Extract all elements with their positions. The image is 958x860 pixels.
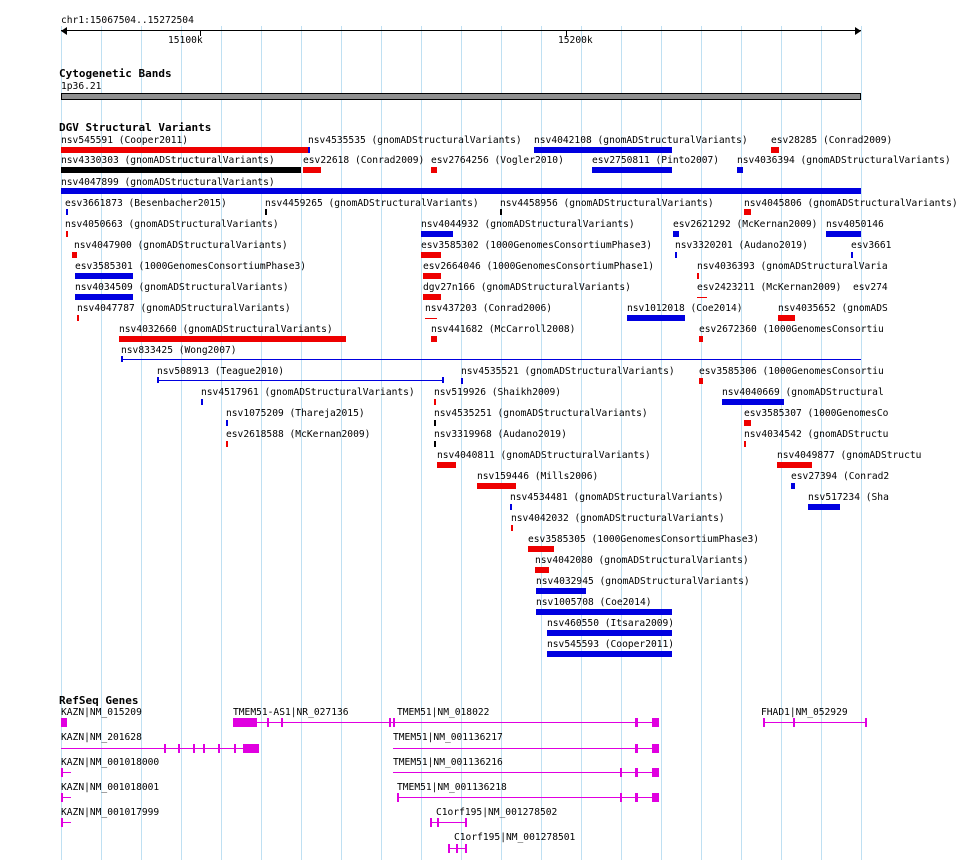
variant-label[interactable]: nsv4050146 [826, 219, 884, 230]
gene-exon[interactable] [267, 718, 269, 727]
variant-label[interactable]: esv3661873 (Besenbacher2015) [65, 198, 227, 209]
variant-label[interactable]: esv2672360 (1000GenomesConsortiu [699, 324, 884, 335]
grid-line [861, 26, 862, 860]
gene-intron-line[interactable] [61, 748, 259, 749]
gene-exon[interactable] [635, 768, 638, 777]
gene-intron-line[interactable] [61, 822, 71, 823]
variant-bar-gain[interactable] [66, 209, 68, 215]
gene-exon[interactable] [652, 768, 659, 777]
variant-bar-loss[interactable] [421, 252, 441, 258]
variant-bar-gain[interactable] [226, 420, 228, 426]
gene-exon[interactable] [456, 844, 458, 853]
variant-bar-loss[interactable] [511, 525, 513, 531]
variant-label[interactable]: nsv4034509 (gnomADStructuralVariants) [75, 282, 289, 293]
gene-exon[interactable] [389, 718, 391, 727]
variant-label[interactable]: nsv4036394 (gnomADStructuralVariants) [737, 155, 951, 166]
variant-bar-loss[interactable] [434, 399, 436, 405]
variant-label[interactable]: nsv1075209 (Thareja2015) [226, 408, 365, 419]
variant-label[interactable]: nsv4459265 (gnomADStructuralVariants) [265, 198, 479, 209]
gene-exon[interactable] [635, 744, 638, 753]
variant-label[interactable]: nsv4032660 (gnomADStructuralVariants) [119, 324, 333, 335]
variant-bar-loss[interactable] [61, 147, 308, 153]
variant-label[interactable]: nsv4036393 (gnomADStructuralVaria [697, 261, 888, 272]
variant-label[interactable]: nsv4034542 (gnomADStructu [744, 429, 889, 440]
variant-bar-complex[interactable] [61, 167, 301, 173]
variant-label[interactable]: esv3585307 (1000GenomesCo [744, 408, 889, 419]
variant-label[interactable]: esv27394 (Conrad2 [791, 471, 890, 482]
variant-label[interactable]: nsv1005708 (Coe2014) [536, 597, 652, 608]
gene-exon[interactable] [448, 844, 450, 853]
variant-label[interactable]: nsv4458956 (gnomADStructuralVariants) [500, 198, 714, 209]
variant-bar-gain[interactable] [808, 504, 840, 510]
gene-intron-line[interactable] [393, 748, 659, 749]
variant-label[interactable]: nsv833425 (Wong2007) [121, 345, 237, 356]
variant-label[interactable]: nsv460550 (Itsara2009) [547, 618, 675, 629]
gene-label[interactable]: TMEM51|NM_001136216 [393, 757, 503, 768]
variant-bar-loss[interactable] [778, 315, 795, 321]
variant-bar-loss[interactable] [77, 315, 79, 321]
variant-bar-gain[interactable] [673, 231, 679, 237]
variant-label[interactable]: nsv4047900 (gnomADStructuralVariants) [74, 240, 288, 251]
gene-exon[interactable] [465, 844, 467, 853]
variant-bar-gain[interactable] [851, 252, 853, 258]
variant-bar-gain[interactable] [547, 630, 672, 636]
grid-line [821, 26, 822, 860]
variant-bar-loss[interactable] [699, 378, 703, 384]
variant-label[interactable]: nsv519926 (Shaikh2009) [434, 387, 562, 398]
gene-exon[interactable] [763, 718, 765, 727]
variant-bar-loss[interactable] [437, 462, 456, 468]
variant-label[interactable]: esv22618 (Conrad2009) [303, 155, 425, 166]
variant-bar-gain[interactable] [536, 588, 586, 594]
gene-label[interactable]: TMEM51-AS1|NR_027136 [233, 707, 349, 718]
variant-bar-gain[interactable] [510, 504, 512, 510]
variant-bar-complex[interactable] [434, 441, 436, 447]
variant-bar-gain[interactable] [826, 231, 861, 237]
variant-label[interactable]: nsv4049877 (gnomADStructu [777, 450, 922, 461]
variant-label[interactable]: nsv508913 (Teague2010) [157, 366, 285, 377]
variant-bar-loss[interactable] [744, 441, 746, 447]
gene-exon[interactable] [652, 718, 659, 727]
gene-exon[interactable] [218, 744, 220, 753]
variant-label[interactable]: nsv3319968 (Audano2019) [434, 429, 567, 440]
ruler-position-label: chr1:15067504..15272504 [61, 15, 194, 26]
variant-bar-gain[interactable] [627, 315, 685, 321]
refseq-track-title: RefSeq Genes [59, 694, 139, 707]
variant-label[interactable]: esv3585306 (1000GenomesConsortiu [699, 366, 884, 377]
variant-label[interactable]: nsv4032945 (gnomADStructuralVariants) [536, 576, 750, 587]
variant-bar-gain[interactable] [592, 167, 672, 173]
variant-bar-gain[interactable] [536, 609, 672, 615]
variant-label[interactable]: nsv159446 (Mills2006) [477, 471, 599, 482]
variant-bar-loss[interactable] [744, 209, 751, 215]
variant-label[interactable]: nsv545591 (Cooper2011) [61, 135, 189, 146]
variant-bar-gain[interactable] [547, 651, 672, 657]
dgv-track-title: DGV Structural Variants [59, 121, 212, 134]
variant-bar-gain[interactable] [722, 399, 784, 405]
gene-intron-line[interactable] [430, 822, 467, 823]
variant-bar-loss[interactable] [697, 297, 707, 298]
variant-bar-loss[interactable] [431, 167, 437, 173]
variant-label[interactable]: nsv4040669 (gnomADStructural [722, 387, 884, 398]
gene-label[interactable]: FHAD1|NM_052929 [761, 707, 848, 718]
variant-bar-loss[interactable] [771, 147, 779, 153]
gene-exon[interactable] [635, 793, 638, 802]
gene-exon[interactable] [393, 718, 395, 727]
variant-label[interactable]: nsv4044932 (gnomADStructuralVariants) [421, 219, 635, 230]
gene-label[interactable]: KAZN|NM_001017999 [61, 807, 160, 818]
gene-exon[interactable] [193, 744, 195, 753]
gene-intron-line[interactable] [393, 722, 659, 723]
variant-label[interactable]: esv2664046 (1000GenomesConsortiumPhase1) [423, 261, 655, 272]
variant-label[interactable]: nsv437203 (Conrad2006) [425, 303, 553, 314]
variant-bar-loss[interactable] [72, 252, 77, 258]
variant-label[interactable]: nsv4047899 (gnomADStructuralVariants) [61, 177, 275, 188]
variant-label[interactable]: dgv27n166 (gnomADStructuralVariants) [423, 282, 631, 293]
variant-bar-loss[interactable] [226, 441, 228, 447]
variant-bar-loss[interactable] [477, 483, 516, 489]
gene-intron-line[interactable] [61, 797, 71, 798]
variant-bar-loss[interactable] [699, 336, 703, 342]
gene-exon[interactable] [652, 793, 659, 802]
gene-exon[interactable] [203, 744, 205, 753]
cytoband-track-title: Cytogenetic Bands [59, 67, 172, 80]
variant-label[interactable]: nsv4047787 (gnomADStructuralVariants) [77, 303, 291, 314]
gene-label[interactable]: TMEM51|NM_001136217 [393, 732, 503, 743]
variant-label[interactable]: nsv4045806 (gnomADStructuralVariants) [744, 198, 958, 209]
grid-line [741, 26, 742, 860]
variant-bar-loss[interactable] [425, 318, 437, 319]
gene-exon[interactable] [620, 768, 622, 777]
variant-bar-gain[interactable] [75, 294, 133, 300]
gene-exon[interactable] [620, 793, 622, 802]
gene-label[interactable]: C1orf195|NM_001278501 [454, 832, 576, 843]
variant-label[interactable]: nsv4535251 (gnomADStructuralVariants) [434, 408, 648, 419]
gene-exon[interactable] [793, 718, 795, 727]
gene-exon[interactable] [652, 744, 659, 753]
gene-label[interactable]: KAZN|NM_201628 [61, 732, 142, 743]
variant-bar-loss[interactable] [119, 336, 346, 342]
variant-bar-loss[interactable] [423, 294, 441, 300]
variant-end-tick [442, 377, 444, 383]
variant-bar-gain[interactable] [201, 399, 203, 405]
gene-label[interactable]: TMEM51|NM_001136218 [397, 782, 507, 793]
variant-bar-gain[interactable] [461, 378, 463, 384]
variant-label[interactable]: esv3661 [851, 240, 892, 251]
variant-bar-loss[interactable] [431, 336, 437, 342]
variant-label[interactable]: nsv4050663 (gnomADStructuralVariants) [65, 219, 279, 230]
variant-label[interactable]: esv2621292 (McKernan2009) [673, 219, 818, 230]
gene-exon[interactable] [164, 744, 166, 753]
variant-label[interactable]: nsv517234 (Sha [808, 492, 889, 503]
variant-bar-gain[interactable] [737, 167, 743, 173]
variant-label[interactable]: esv2423211 (McKernan2009) [697, 282, 842, 293]
variant-label[interactable]: esv274 [853, 282, 888, 293]
gene-intron-line[interactable] [763, 722, 867, 723]
variant-bar-complex[interactable] [265, 209, 267, 215]
cytoband-bar[interactable] [61, 93, 861, 100]
grid-line [701, 26, 702, 860]
gene-label[interactable]: KAZN|NM_001018001 [61, 782, 160, 793]
variant-label[interactable]: nsv4535521 (gnomADStructuralVariants) [461, 366, 675, 377]
gene-exon[interactable] [430, 818, 432, 827]
variant-bar-complex[interactable] [500, 209, 502, 215]
gene-exon[interactable] [465, 818, 467, 827]
grid-line [381, 26, 382, 860]
variant-bar-gain[interactable] [421, 231, 453, 237]
variant-bar-loss[interactable] [697, 273, 699, 279]
scroll-left-arrow-icon[interactable] [61, 27, 67, 35]
variant-label[interactable]: nsv545593 (Cooper2011) [547, 639, 675, 650]
variant-label[interactable]: nsv4534481 (gnomADStructuralVariants) [510, 492, 724, 503]
variant-bar-gain[interactable] [308, 147, 310, 153]
variant-label[interactable]: esv3585305 (1000GenomesConsortiumPhase3) [528, 534, 760, 545]
gene-exon[interactable] [281, 718, 283, 727]
variant-bar-loss[interactable] [66, 231, 68, 237]
variant-bar-gain[interactable] [157, 380, 444, 381]
variant-label[interactable]: nsv3320201 (Audano2019) [675, 240, 808, 251]
variant-end-tick [121, 356, 123, 362]
cytoband-label: 1p36.21 [61, 81, 102, 92]
variant-label[interactable]: nsv4035652 (gnomADS [778, 303, 888, 314]
variant-label[interactable]: nsv4535535 (gnomADStructuralVariants) [308, 135, 522, 146]
variant-bar-loss[interactable] [744, 420, 751, 426]
variant-label[interactable]: nsv1012018 (Coe2014) [627, 303, 743, 314]
variant-bar-gain[interactable] [61, 188, 861, 194]
scroll-right-arrow-icon[interactable] [855, 27, 861, 35]
variant-label[interactable]: esv2764256 (Vogler2010) [431, 155, 564, 166]
grid-line [781, 26, 782, 860]
gene-exon[interactable] [233, 718, 257, 727]
variant-label[interactable]: esv3585302 (1000GenomesConsortiumPhase3) [421, 240, 653, 251]
variant-bar-gain[interactable] [121, 359, 861, 360]
variant-bar-gain[interactable] [534, 147, 672, 153]
gene-exon[interactable] [397, 793, 399, 802]
variant-label[interactable]: nsv4042032 (gnomADStructuralVariants) [511, 513, 725, 524]
variant-end-tick [157, 377, 159, 383]
ruler-tick-label: 15200k [558, 35, 593, 46]
gene-exon[interactable] [865, 718, 867, 727]
variant-bar-loss[interactable] [303, 167, 321, 173]
gene-label[interactable]: C1orf195|NM_001278502 [436, 807, 558, 818]
variant-bar-loss[interactable] [777, 462, 812, 468]
gene-intron-line[interactable] [257, 722, 393, 723]
gene-label[interactable]: KAZN|NM_015209 [61, 707, 142, 718]
variant-label[interactable]: esv28285 (Conrad2009) [771, 135, 893, 146]
gene-intron-line[interactable] [61, 772, 71, 773]
gene-label[interactable]: TMEM51|NM_018022 [397, 707, 490, 718]
variant-bar-loss[interactable] [528, 546, 554, 552]
variant-label[interactable]: nsv441682 (McCarroll2008) [431, 324, 576, 335]
variant-label[interactable]: nsv4042108 (gnomADStructuralVariants) [534, 135, 748, 146]
variant-bar-gain[interactable] [791, 483, 795, 489]
ruler-tick-label: 15100k [168, 35, 203, 46]
gene-exon[interactable] [437, 818, 439, 827]
variant-label[interactable]: esv3585301 (1000GenomesConsortiumPhase3) [75, 261, 307, 272]
variant-label[interactable]: esv2618588 (McKernan2009) [226, 429, 371, 440]
variant-label[interactable]: esv2750811 (Pinto2007) [592, 155, 720, 166]
grid-line [341, 26, 342, 860]
gene-exon[interactable] [635, 718, 638, 727]
variant-bar-gain[interactable] [75, 273, 133, 279]
variant-label[interactable]: nsv4517961 (gnomADStructuralVariants) [201, 387, 415, 398]
ruler-scale-line [61, 30, 861, 31]
variant-bar-gain[interactable] [675, 252, 677, 258]
variant-bar-loss[interactable] [535, 567, 549, 573]
variant-label[interactable]: nsv4042080 (gnomADStructuralVariants) [535, 555, 749, 566]
variant-bar-complex[interactable] [434, 420, 436, 426]
variant-label[interactable]: nsv4040811 (gnomADStructuralVariants) [437, 450, 651, 461]
gene-exon[interactable] [61, 718, 67, 727]
gene-label[interactable]: KAZN|NM_001018000 [61, 757, 160, 768]
variant-bar-loss[interactable] [423, 273, 441, 279]
variant-label[interactable]: nsv4330303 (gnomADStructuralVariants) [61, 155, 275, 166]
gene-exon[interactable] [243, 744, 259, 753]
gene-exon[interactable] [234, 744, 236, 753]
gene-exon[interactable] [178, 744, 180, 753]
